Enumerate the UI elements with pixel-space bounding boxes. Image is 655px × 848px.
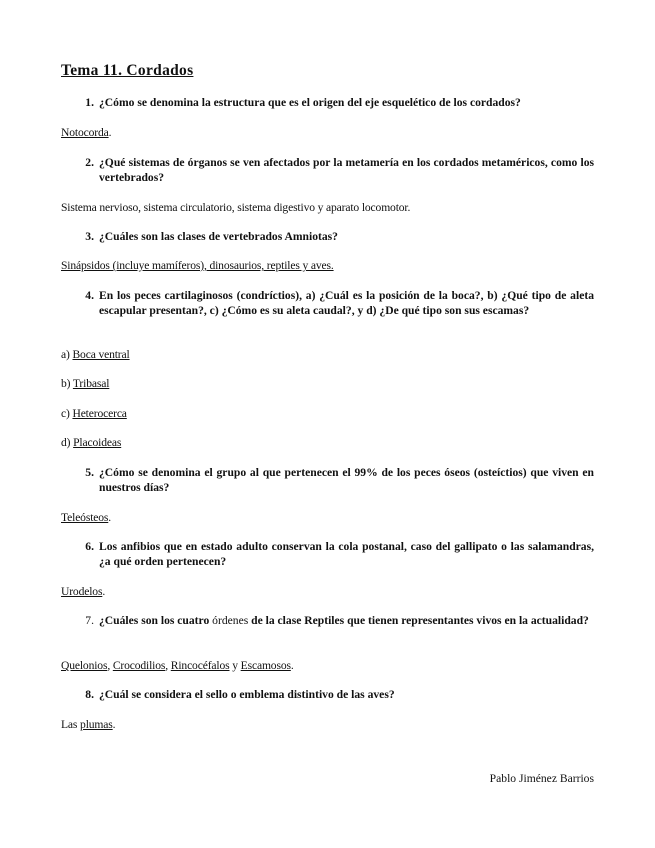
answer-underlined: Placoideas xyxy=(73,436,122,449)
question-text: ¿Cómo se denomina el grupo al que pertenecen el 99% de los peces óseos (osteíctios) que viven en nuestros días? xyxy=(99,466,594,494)
answer-underlined: Teleósteos xyxy=(61,511,109,524)
answer-underlined: Boca ventral xyxy=(72,348,130,361)
question-number: 4. xyxy=(85,289,94,302)
question-number: 1. xyxy=(85,96,94,109)
question-number: 5. xyxy=(85,466,94,479)
question-number: 3. xyxy=(85,230,94,243)
question-3 xyxy=(80,229,594,244)
question-number: 6. xyxy=(85,540,94,553)
answer-tail: . xyxy=(108,511,112,524)
answer-7 xyxy=(61,658,294,673)
question-7 xyxy=(80,613,594,628)
question-4 xyxy=(80,288,594,318)
answer-prefix: Las xyxy=(61,718,81,731)
author-signature: Pablo Jiménez Barrios xyxy=(489,772,594,785)
answer-tail: . xyxy=(290,659,294,672)
answer-4d xyxy=(61,435,121,450)
question-text: ¿Cuál se considera el sello o emblema distintivo de las aves? xyxy=(99,688,395,701)
answer-2: Sistema nervioso, sistema circulatorio, sistema digestivo y aparato locomotor. xyxy=(61,201,411,214)
question-text: ¿Cuáles son las clases de vertebrados Amniotas? xyxy=(99,230,338,243)
answer-underlined: Rincocéfalos xyxy=(170,659,230,672)
answer-separator: , xyxy=(107,659,113,672)
answer-prefix: b) xyxy=(61,377,73,390)
question-text: ¿Cómo se denomina la estructura que es el origen del eje esquelético de los cordados? xyxy=(99,96,521,109)
question-2 xyxy=(80,155,594,185)
answer-underlined: Notocorda xyxy=(61,126,109,139)
question-6 xyxy=(80,539,594,569)
answer-1 xyxy=(61,125,111,140)
question-8 xyxy=(80,687,594,702)
answer-3 xyxy=(61,258,334,273)
question-number: 2. xyxy=(85,156,94,169)
answer-underlined: Sinápsidos (incluye mamíferos), dinosaurios, reptiles y aves. xyxy=(61,259,334,272)
question-text-part: ¿Cuáles son los cuatro xyxy=(99,614,213,627)
answer-separator: , xyxy=(165,659,171,672)
question-text-part: órdenes xyxy=(212,614,249,627)
answer-underlined: Crocodilios xyxy=(112,659,166,672)
page-title: Tema 11. Cordados xyxy=(61,62,194,79)
answer-underlined: plumas xyxy=(80,718,113,731)
answer-4b xyxy=(61,376,109,391)
question-text-part: de la clase Reptiles que tienen representantes vivos en la actualidad? xyxy=(248,614,589,627)
question-text: ¿Qué sistemas de órganos se ven afectados por la metamería en los cordados metaméricos, como los vertebrados? xyxy=(99,156,594,184)
answer-underlined: Urodelos xyxy=(61,585,103,598)
answer-underlined: Escamosos xyxy=(240,659,291,672)
answer-tail: . xyxy=(112,718,116,731)
question-text xyxy=(99,613,594,628)
answer-underlined: Heterocerca xyxy=(72,407,127,420)
answer-prefix: a) xyxy=(61,348,73,361)
answer-4c xyxy=(61,406,127,421)
question-5 xyxy=(80,465,594,495)
answer-8 xyxy=(61,717,115,732)
answer-underlined: Tribasal xyxy=(72,377,110,390)
answer-5 xyxy=(61,510,111,525)
question-text: Los anfibios que en estado adulto conservan la cola postanal, caso del gallipato o las salamandras, ¿a qué orden pertenecen? xyxy=(99,540,594,568)
answer-underlined: Quelonios xyxy=(61,659,108,672)
answer-separator: y xyxy=(229,659,241,672)
answer-prefix: d) xyxy=(61,436,74,449)
answer-6 xyxy=(61,584,105,599)
answer-4a xyxy=(61,347,130,362)
answer-prefix: c) xyxy=(61,407,73,420)
answer-tail: . xyxy=(102,585,106,598)
question-number: 7. xyxy=(85,614,94,627)
answer-tail: . xyxy=(108,126,112,139)
question-1 xyxy=(80,95,594,110)
question-number: 8. xyxy=(85,688,94,701)
question-text: En los peces cartilaginosos (condríctios), a) ¿Cuál es la posición de la boca?, b) ¿Qué tipo de aleta escapular presentan?, c) ¿Cómo es su aleta caudal?, y d) ¿De qué tipo son sus escamas? xyxy=(99,289,594,317)
